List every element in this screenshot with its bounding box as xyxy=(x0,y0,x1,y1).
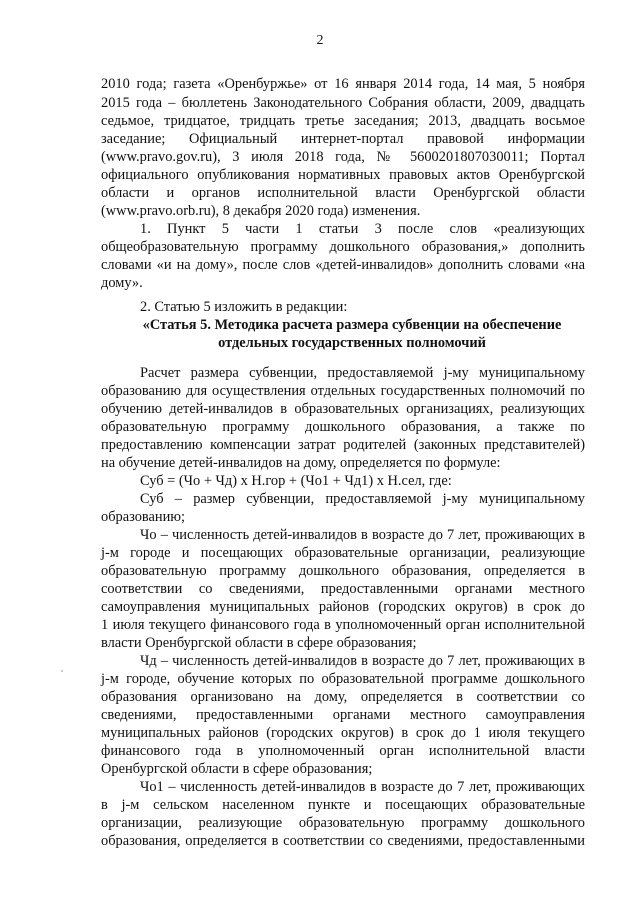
text-line: j-м городе и посещающих образовательные организации, реализующие xyxy=(101,545,585,561)
text-line: образовательную программу дошкольного образования, определяется в xyxy=(101,563,585,579)
text-line: предоставлению компенсации затрат родителей (законных представителей) xyxy=(101,437,585,453)
text-line: Оренбургской области в сфере образования; xyxy=(101,761,373,777)
text-line: сведениями, предоставленными органами местного самоуправления xyxy=(101,707,585,723)
text-line: j-м городе, обучение которых по образовательной программе дошкольного xyxy=(101,671,585,687)
text-line: Чд – численность детей-инвалидов в возрасте до 7 лет, проживающих в xyxy=(140,653,585,669)
text-line: обучению детей-инвалидов в образовательных организациях, реализующих xyxy=(101,401,585,417)
text-line: образовательную программу дошкольного образования, а также по xyxy=(101,419,585,435)
text-line: 2015 года – бюллетень Законодательного Собрания области, 2009, двадцать xyxy=(101,95,585,111)
text-line: Чо1 – численность детей-инвалидов в возрасте до 7 лет, проживающих xyxy=(140,779,585,795)
text-line: соответствии со сведениями, предоставленными органами местного xyxy=(101,581,585,597)
article-heading: отдельных государственных полномочий xyxy=(218,335,486,351)
article-heading: «Статья 5. Методика расчета размера субвенции на обеспечение xyxy=(142,317,562,333)
text-line: Расчет размера субвенции, предоставляемой j-му муниципальному xyxy=(140,365,585,381)
text-line: заседание; Официальный интернет-портал правовой информации xyxy=(101,131,585,147)
text-line: муниципальных районов (городских округов) в срок до 1 июля текущего xyxy=(101,725,585,741)
text-line: Чо – численность детей-инвалидов в возрасте до 7 лет, проживающих в xyxy=(140,527,585,543)
text-line: дому». xyxy=(101,275,143,291)
text-line: образования, определяется в соответствии со сведениями, предоставленными xyxy=(101,833,585,849)
page-number: 2 xyxy=(316,33,324,48)
text-line: организации, реализующие образовательную программу дошкольного xyxy=(101,815,585,831)
text-line: образованию; xyxy=(101,509,186,525)
text-line: 2010 года; газета «Оренбуржье» от 16 января 2014 года, 14 мая, 5 ноября xyxy=(101,76,585,92)
text-line: (www.pravo.orb.ru), 8 декабря 2020 года) изменения. xyxy=(101,203,421,219)
text-line: словами «и на дому», после слов «детей-инвалидов» дополнить словами «на xyxy=(101,257,585,273)
scan-speck xyxy=(61,670,63,672)
text-line: общеобразовательную программу дошкольного образования,» дополнить xyxy=(101,239,585,255)
text-line: (www.pravo.gov.ru), 3 июля 2018 года, № 5600201807030011; Портал xyxy=(101,149,585,165)
formula: Суб = (Чо + Чд) х Н.гор + (Чо1 + Чд1) х Н.сел, где: xyxy=(140,473,452,489)
text-line: образованию для осуществления отдельных государственных полномочий по xyxy=(101,383,585,399)
text-line: области и органов исполнительной власти Оренбургской области xyxy=(101,185,585,201)
text-line: на обучение детей-инвалидов на дому, определяется по формуле: xyxy=(101,455,501,471)
text-line: финансового года в уполномоченный орган исполнительной власти xyxy=(101,743,585,759)
text-line: образования организовано на дому, определяется в соответствии со xyxy=(101,689,585,705)
text-line: самоуправления муниципальных районов (городских округов) в срок до xyxy=(101,599,585,615)
text-line: 1. Пункт 5 части 1 статьи 3 после слов «реализующих xyxy=(140,221,585,237)
text-line: 2. Статью 5 изложить в редакции: xyxy=(140,299,348,315)
text-line: 1 июля текущего финансового года в уполномоченный орган исполнительной xyxy=(101,617,585,633)
text-line: власти Оренбургской области в сфере образования; xyxy=(101,635,417,651)
text-line: официального опубликования нормативных правовых актов Оренбургской xyxy=(101,167,585,183)
text-line: в j-м сельском населенном пункте и посещающих образовательные xyxy=(101,797,585,813)
text-line: Суб – размер субвенции, предоставляемой j-му муниципальному xyxy=(140,491,585,507)
text-line: седьмое, тридцатое, тридцать третье заседания; 2013, двадцать восьмое xyxy=(101,113,585,129)
